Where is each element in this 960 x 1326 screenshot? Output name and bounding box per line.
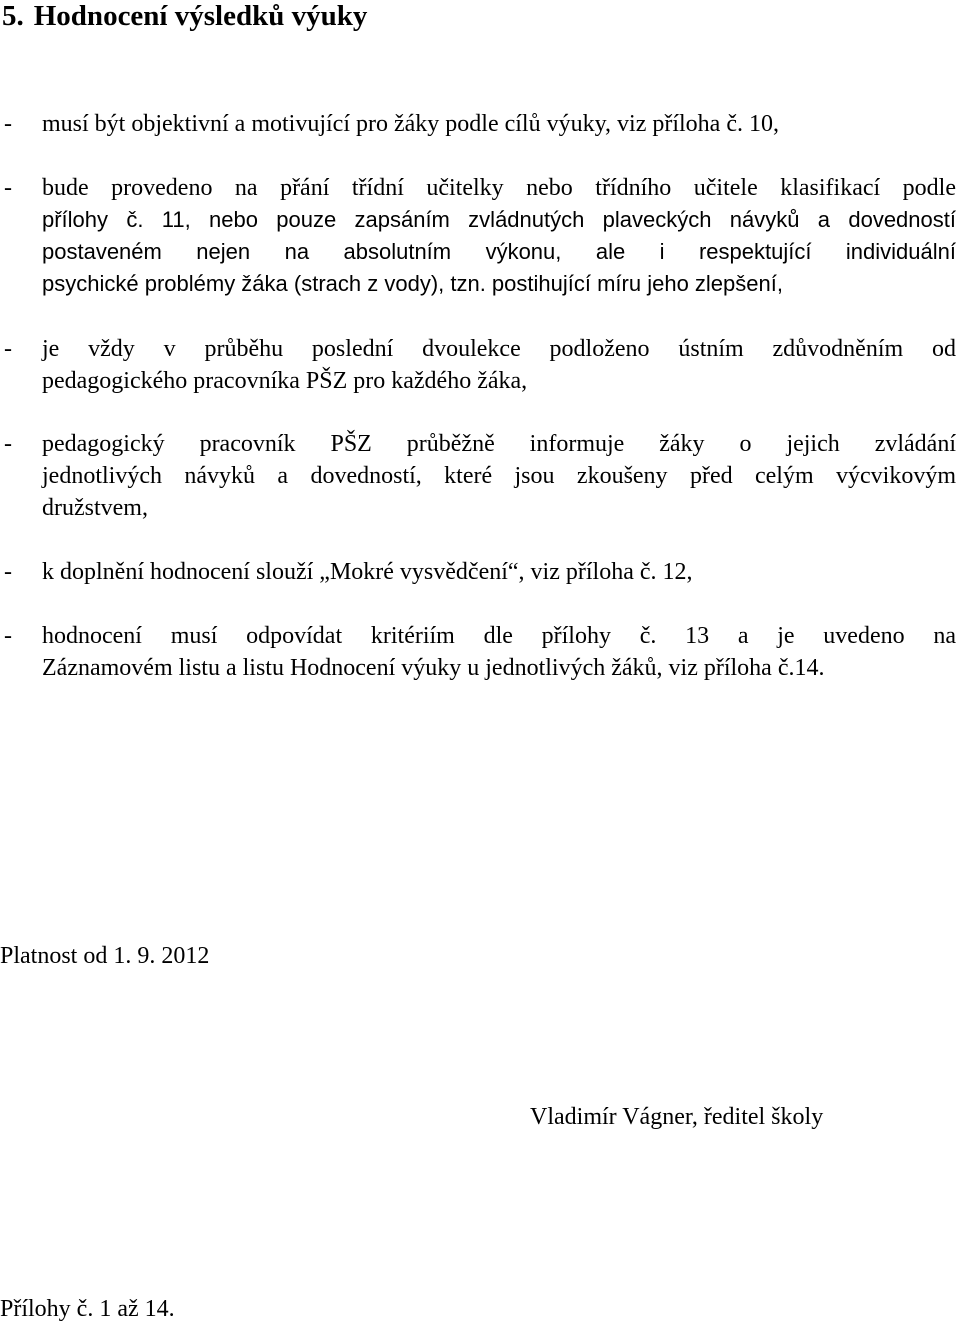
text-line: k doplnění hodnocení slouží „Mokré vysvědčení“, viz příloha č. 12,	[42, 559, 693, 585]
text-line: družstvem,	[42, 495, 148, 521]
list-bullet: -	[4, 111, 12, 137]
validity-date: Platnost od 1. 9. 2012	[0, 943, 210, 969]
list-bullet: -	[4, 623, 12, 649]
list-item	[0, 556, 956, 588]
list-item-text	[42, 108, 956, 140]
list-item-text	[42, 172, 956, 300]
text-line: je vždy v průběhu poslední dvoulekce podloženo ústním zdůvodněním od	[42, 336, 956, 362]
list-bullet: -	[4, 175, 12, 201]
list-item-text	[42, 620, 956, 684]
list-bullet: -	[4, 431, 12, 457]
text-line: pedagogického pracovníka PŠZ pro každého žáka,	[42, 368, 528, 394]
section-title: Hodnocení výsledků výuky	[33, 0, 368, 32]
section-heading	[2, 0, 367, 34]
text-line: Záznamovém listu a listu Hodnocení výuky u jednotlivých žáků, viz příloha č.14.	[42, 655, 825, 681]
text-line: přílohy č. 11, nebo pouze zapsáním zvládnutých plaveckých návyků a dovedností	[42, 207, 956, 232]
list-item-text	[42, 556, 956, 588]
list-item	[0, 428, 956, 524]
list-item-text	[42, 428, 956, 524]
section-number: 5.	[2, 0, 24, 32]
signature-line: Vladimír Vágner, ředitel školy	[530, 1104, 824, 1130]
text-line: musí být objektivní a motivující pro žáky podle cílů výuky, viz příloha č. 10,	[42, 111, 779, 137]
attachments-note: Přílohy č. 1 až 14.	[0, 1296, 175, 1322]
text-line: psychické problémy žáka (strach z vody), tzn. postihující míru jeho zlepšení,	[42, 271, 783, 296]
list-item	[0, 620, 956, 684]
text-line: postaveném nejen na absolutním výkonu, ale i respektující individuální	[42, 239, 956, 264]
list-bullet: -	[4, 559, 12, 585]
text-line: pedagogický pracovník PŠZ průběžně informuje žáky o jejich zvládání	[42, 431, 956, 457]
list-item	[0, 333, 956, 397]
text-line: hodnocení musí odpovídat kritériím dle přílohy č. 13 a je uvedeno na	[42, 623, 956, 649]
text-line: bude provedeno na přání třídní učitelky nebo třídního učitele klasifikací podle	[42, 175, 956, 201]
list-item-text	[42, 333, 956, 397]
text-line: jednotlivých návyků a dovedností, které jsou zkoušeny před celým výcvikovým	[42, 463, 956, 489]
list-item	[0, 172, 956, 300]
list-item	[0, 108, 956, 140]
list-bullet: -	[4, 336, 12, 362]
